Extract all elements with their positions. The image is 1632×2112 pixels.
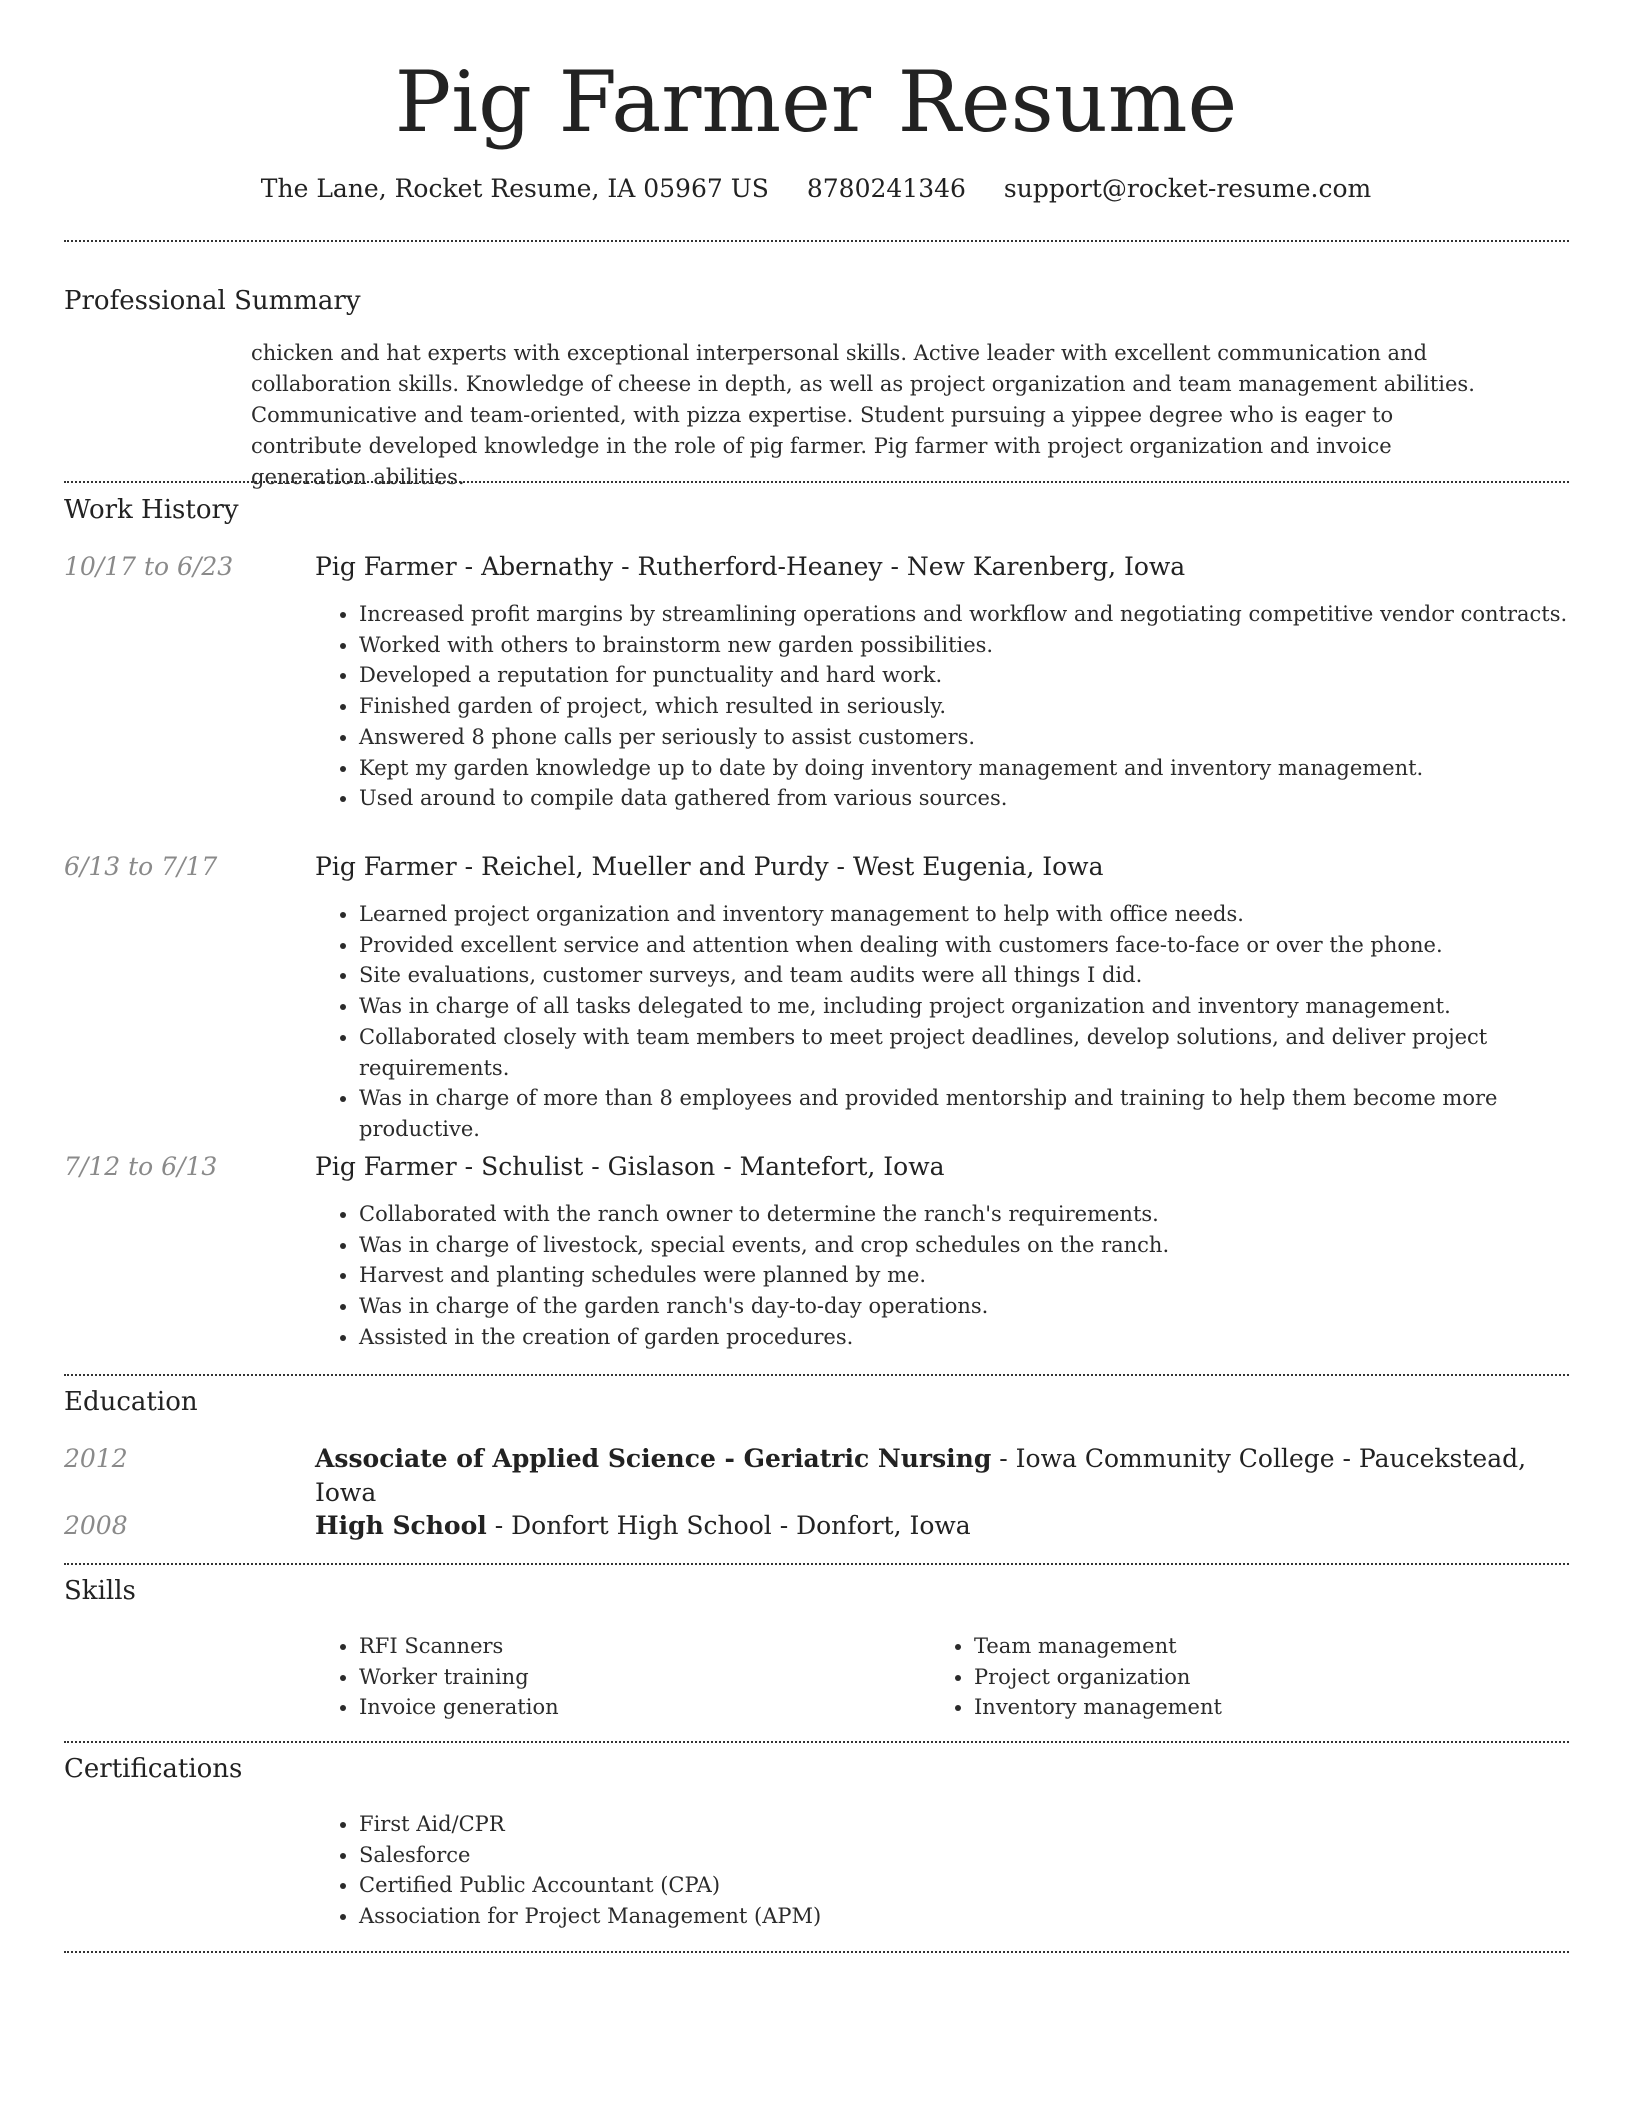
certifications-list	[315, 1809, 1619, 1932]
section-title-education: Education	[64, 1387, 198, 1417]
education-section	[64, 1385, 1569, 1540]
divider	[64, 1951, 1569, 1953]
list-item: • Collaborated with the ranch owner to determine the ranch's requirements.	[359, 1199, 1619, 1230]
list-item: • Was in charge of all tasks delegated to me, including project organization and inventory management.	[359, 991, 1619, 1022]
list-item: • Provided excellent service and attention when dealing with customers face-to-face or over the phone.	[359, 930, 1619, 961]
job-title: Pig Farmer - Reichel, Mueller and Purdy - West Eugenia, Iowa	[315, 852, 1104, 881]
divider	[64, 1374, 1569, 1376]
section-title-skills: Skills	[64, 1576, 136, 1606]
education-degree: Associate of Applied Science - Geriatric Nursing	[315, 1444, 992, 1473]
job-dates: 6/13 to 7/17	[64, 852, 218, 881]
divider	[64, 1741, 1569, 1743]
education-entry	[315, 1442, 1569, 1510]
list-item: • Used around to compile data gathered from various sources.	[359, 783, 1619, 814]
list-item: • Team management	[974, 1631, 1574, 1662]
job-title: Pig Farmer - Abernathy - Rutherford-Heaney - New Karenberg, Iowa	[315, 552, 1186, 581]
list-item: • Worked with others to brainstorm new garden possibilities.	[359, 630, 1619, 661]
list-item: • Answered 8 phone calls per seriously to assist customers.	[359, 722, 1619, 753]
section-title-summary: Professional Summary	[64, 286, 361, 316]
summary-text: chicken and hat experts with exceptional interpersonal skills. Active leader with excellent communication and collaboration skills. Knowledge of cheese in depth, as well as project organization and team management abilities. Communicative and team-oriented, with pizza expertise. Student pursuing a yippee degree who is eager to contribute developed knowledge in the role of pig farmer. Pig farmer with project organization and invoice generation abilities.	[251, 341, 1475, 489]
list-item: • Certified Public Accountant (CPA)	[359, 1870, 1619, 1901]
list-item: • Invoice generation	[359, 1692, 959, 1723]
section-title-work: Work History	[64, 495, 239, 525]
professional-summary-section	[64, 284, 1569, 318]
divider	[64, 240, 1569, 242]
list-item: • First Aid/CPR	[359, 1809, 1619, 1840]
list-item: • Finished garden of project, which resulted in seriously.	[359, 691, 1619, 722]
list-item: • Was in charge of more than 8 employees and provided mentorship and training to help them become more productive.	[359, 1083, 1619, 1144]
contact-line	[0, 172, 1632, 206]
job-bullets	[315, 599, 1619, 814]
education-year: 2012	[64, 1444, 128, 1473]
education-school: - Iowa Community College - Paucekstead, Iowa	[315, 1444, 1527, 1507]
education-degree: High School	[315, 1511, 487, 1540]
job-dates: 7/12 to 6/13	[64, 1152, 218, 1181]
list-item: • Site evaluations, customer surveys, and team audits were all things I did.	[359, 960, 1619, 991]
work-history-section	[64, 493, 1569, 1349]
list-item: • Inventory management	[974, 1692, 1574, 1723]
skills-section	[64, 1574, 1569, 1720]
list-item: • Learned project organization and inventory management to help with office needs.	[359, 899, 1619, 930]
skills-list-left	[315, 1631, 959, 1723]
resume-title: Pig Farmer Resume	[394, 53, 1238, 151]
education-entry	[315, 1509, 971, 1543]
divider	[64, 1563, 1569, 1565]
education-year: 2008	[64, 1511, 128, 1540]
section-title-certifications: Certifications	[64, 1754, 243, 1784]
job-bullets	[315, 1199, 1619, 1353]
list-item: • Worker training	[359, 1662, 959, 1693]
job-bullets	[315, 899, 1619, 1145]
job-title: Pig Farmer - Schulist - Gislason - Mantefort, Iowa	[315, 1152, 945, 1181]
list-item: • RFI Scanners	[359, 1631, 959, 1662]
divider	[64, 481, 1569, 483]
resume-header	[0, 0, 1632, 206]
list-item: • Kept my garden knowledge up to date by doing inventory management and inventory management.	[359, 753, 1619, 784]
list-item: • Salesforce	[359, 1840, 1619, 1871]
skills-list-right	[930, 1631, 1574, 1723]
certifications-section	[64, 1752, 1569, 1929]
contact-phone: 8780241346	[806, 174, 966, 203]
list-item: • Increased profit margins by streamlining operations and workflow and negotiating competitive vendor contracts.	[359, 599, 1619, 630]
list-item: • Assisted in the creation of garden procedures.	[359, 1322, 1619, 1353]
list-item: • Collaborated closely with team members to meet project deadlines, develop solutions, and deliver project requirements.	[359, 1022, 1619, 1083]
job-dates: 10/17 to 6/23	[64, 552, 234, 581]
list-item: • Project organization	[974, 1662, 1574, 1693]
list-item: • Developed a reputation for punctuality and hard work.	[359, 660, 1619, 691]
contact-email: support@rocket-resume.com	[1003, 174, 1372, 203]
contact-address: The Lane, Rocket Resume, IA 05967 US	[260, 174, 769, 203]
list-item: • Was in charge of livestock, special events, and crop schedules on the ranch.	[359, 1230, 1619, 1261]
education-school: - Donfort High School - Donfort, Iowa	[486, 1511, 971, 1540]
list-item: • Association for Project Management (APM)	[359, 1901, 1619, 1932]
list-item: • Harvest and planting schedules were planned by me.	[359, 1260, 1619, 1291]
list-item: • Was in charge of the garden ranch's day-to-day operations.	[359, 1291, 1619, 1322]
